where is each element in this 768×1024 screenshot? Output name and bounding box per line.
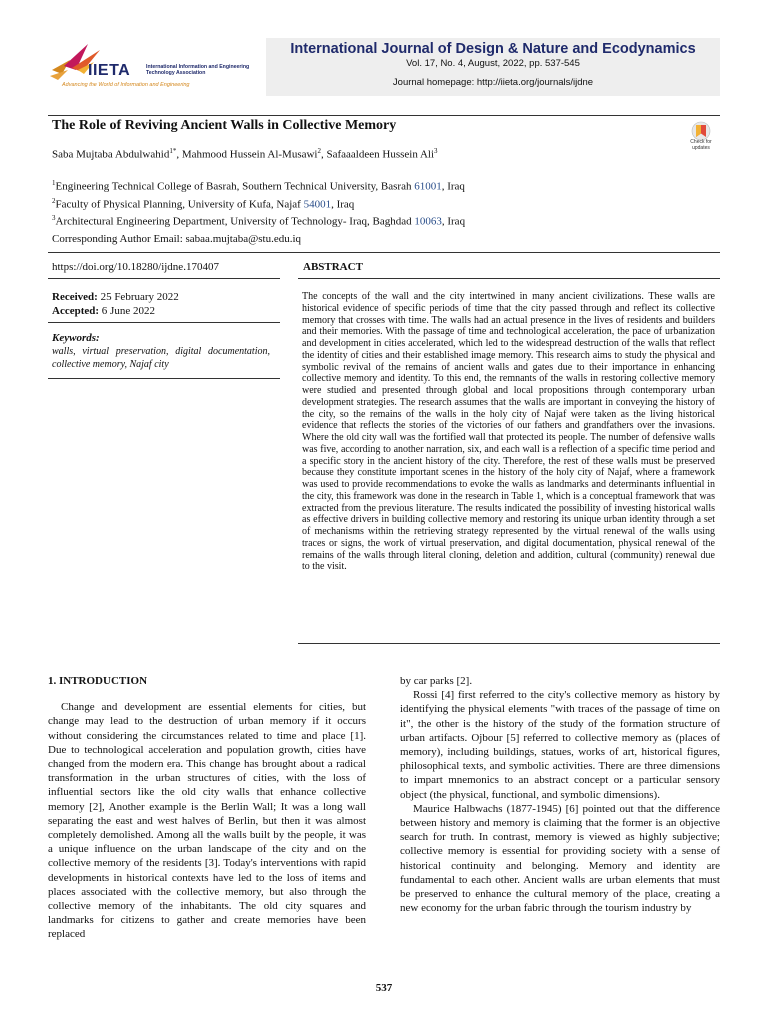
keywords-text: walls, virtual preservation, digital documentation, collective memory, Najaf city xyxy=(52,346,270,370)
accepted-label: Accepted: xyxy=(52,305,100,317)
affiliation-item xyxy=(52,176,465,194)
author-name: Safaaaldeen Hussein Ali xyxy=(326,148,435,161)
iieta-logo xyxy=(48,40,248,96)
paragraph: Change and development are essential elements for cities, but change may lead to the destruction of urban memory if it occurs without considering the circumstances related to time and place [1]. Due to technological acceleration and population growth, cities have changed from the modern era. This change has brought about a radical transformation in the urban structures of cities, with the loss of influential sectors like the old city walls that enhance collective memory [2], Another example is the Berlin Wall; It was a long wall separating the east and west halves of Berlin, but then it was almost completely demolished. Among all the walls built by the people, it was a unique influence on the urban landscape of the city and on the collective memory of the residents [3]. Today's interventions with rapid developments in historical contexts have led to the loss of items and places associated with the collective memory, but also through the collective memory of the inhabitants. The old city squares and landmarks for citizens to gather and create memories have been replaced xyxy=(48,701,366,941)
paper-title: The Role of Reviving Ancient Walls in Collective Memory xyxy=(52,118,397,133)
received-date: 25 February 2022 xyxy=(100,291,179,303)
author-list: Saba Mujtaba Abdulwahid$^{1*}$, Mahmood Hussein Al-Musawi$^2$, Safaaaldeen Hussein Ali$^3$ xyxy=(52,147,438,161)
logo-association: International Information and Engineering Technology Association xyxy=(146,64,250,76)
logo-brand: IIETA xyxy=(88,62,131,79)
body-right-column xyxy=(400,674,720,915)
journal-volume: Vol. 17, No. 4, August, 2022, pp. 537-545 xyxy=(406,58,580,69)
divider xyxy=(298,643,720,644)
logo-tagline: Advancing the World of Information and Engineering xyxy=(62,82,190,88)
affiliation-list xyxy=(52,176,465,229)
postal-code: 61001 xyxy=(414,180,442,193)
dates-block xyxy=(52,290,179,318)
body-left-column xyxy=(48,674,366,942)
check-for-updates-label: Check for updates xyxy=(690,139,712,151)
divider xyxy=(48,252,720,253)
affiliation-item xyxy=(52,211,465,229)
paragraph: Maurice Halbwachs (1877-1945) [6] pointed out that the difference between history and memory is claiming that the former is an objective search for truth. In contrast, memory is viewed as highly subjective; collective memory is essential for providing society with a sense of historical continuity and belonging. Memory and identity are fundamental to each other. Ancient walls are urban elements that must be preserved to enhance the cultural memory of the place, creating a new economy for the urban fabric through the tourism industry by xyxy=(400,802,720,915)
check-for-updates-badge[interactable] xyxy=(684,121,718,155)
author-superscript: 3 xyxy=(434,147,438,155)
postal-code: 54001 xyxy=(303,198,332,211)
author-superscript: 1* xyxy=(169,147,177,155)
affiliation-text: Engineering Technical College of Basrah, Southern Technical University, Basrah xyxy=(55,180,415,193)
affiliation-country: , Iraq xyxy=(331,198,355,211)
received-label: Received: xyxy=(52,291,98,303)
corresponding-author: Corresponding Author Email: sabaa.mujtaba@stu.edu.iq xyxy=(52,233,302,245)
paragraph: Rossi [4] first referred to the city's collective memory as history by identifying the physical elements "with traces of the passage of time on it", the other is the history of the study of the formation structure of urban artifacts. Ojbour [5] referred to collective memory as (places of memory), including buildings, statues, works of art, historical figures, philosophical texts, and symbolic activities. There are three dimensions to impart mnemonics to an abstract concept or a particular sensory object (the physical, functional, and symbolic dimensions). xyxy=(400,689,720,801)
section-heading-introduction: 1. INTRODUCTION xyxy=(48,675,148,687)
affiliation-country: , Iraq xyxy=(441,180,465,193)
left-paragraphs xyxy=(48,700,366,941)
abstract-heading: ABSTRACT xyxy=(303,261,363,273)
paragraph-continuation: by car parks [2]. xyxy=(400,675,473,687)
journal-homepage-link[interactable]: Journal homepage: http://iieta.org/journals/ijdne xyxy=(392,77,594,88)
divider xyxy=(48,322,280,323)
page-number: 537 xyxy=(375,982,393,994)
doi-link[interactable]: https://doi.org/10.18280/ijdne.170407 xyxy=(52,261,219,273)
divider xyxy=(48,115,720,116)
divider xyxy=(48,278,280,279)
abstract-text: The concepts of the wall and the city intertwined in many ancient civilizations. These walls are historical evidence of specific periods of time that the city passed through and reflect its collective memory that crosses with time. The walls had an actual presence in the lives of residents and builders and their memories. With the passage of time and technological acceleration, the pace of urbanization and development in cities accelerated, which led to the widespread destruction of the walls that reflect the identity of cities and their established image memory. This research aims to study the physical and symbolic revival of the remains of ancient walls and gates due to their importance in enhancing collective memory and identity. To this end, the remnants of the walls in restoring collective memory were studied and presented through global and local propositions through contemporary urban development strategies. The research assumes that the walls are important in conveying the history of the city, so the remains of the walls in the holy city of Najaf were taken as the living historical evidence that reflects the stories of the victories of our fathers and grandfathers over the invasions. Where the old city wall was the fortified wall that protected its people. The number of defensive walls was five, according to another narration, six, and each wall is a reflection of a specific time period and a specific story in the ancient history of the city. Therefore, the rest of these walls must be preserved because they constitute important scenes in the history of the holy city of Najaf, where a framework was used to provide recommendations to evoke the walls as landmarks and determinants influential in the city, this framework was done in the research in Table 1, which is a conceptual framework that was extracted from the previous literature. The results indicated the possibility of investing historical walls as effective drivers in building collective memory and restoring its unique urban identity through a set of mechanisms within the retrieving strategy represented by the virtual renewal of the walls using traces or signs, the work of virtual preservation, and digital documentation, physical renewal of the remains of the walls through literal cloning, deletion and addition, cultural (community) renewal due to the visit. xyxy=(302,291,715,573)
accepted-date: 6 June 2022 xyxy=(101,305,155,317)
affiliation-text: Architectural Engineering Department, University of Technology- Iraq, Baghdad xyxy=(55,215,415,228)
postal-code: 10063 xyxy=(414,215,442,228)
bookmark-icon xyxy=(684,121,718,141)
divider xyxy=(298,278,720,279)
affiliation-item xyxy=(52,194,465,212)
author-name: Mahmood Hussein Al-Musawi xyxy=(181,148,318,161)
journal-header xyxy=(266,38,720,96)
divider xyxy=(48,378,280,379)
affiliation-country: , Iraq xyxy=(441,215,466,228)
right-paragraphs xyxy=(400,688,720,915)
journal-title: International Journal of Design & Nature and Ecodynamics xyxy=(290,41,696,57)
author-name: Saba Mujtaba Abdulwahid xyxy=(52,148,170,161)
affiliation-number: 1 xyxy=(52,179,56,187)
affiliation-text: Faculty of Physical Planning, University of Kufa, Najaf xyxy=(55,198,304,211)
keywords-label: Keywords: xyxy=(52,332,100,344)
author-superscript: 2 xyxy=(317,147,321,155)
affiliation-number: 2 xyxy=(52,196,56,205)
affiliation-number: 3 xyxy=(52,214,56,223)
